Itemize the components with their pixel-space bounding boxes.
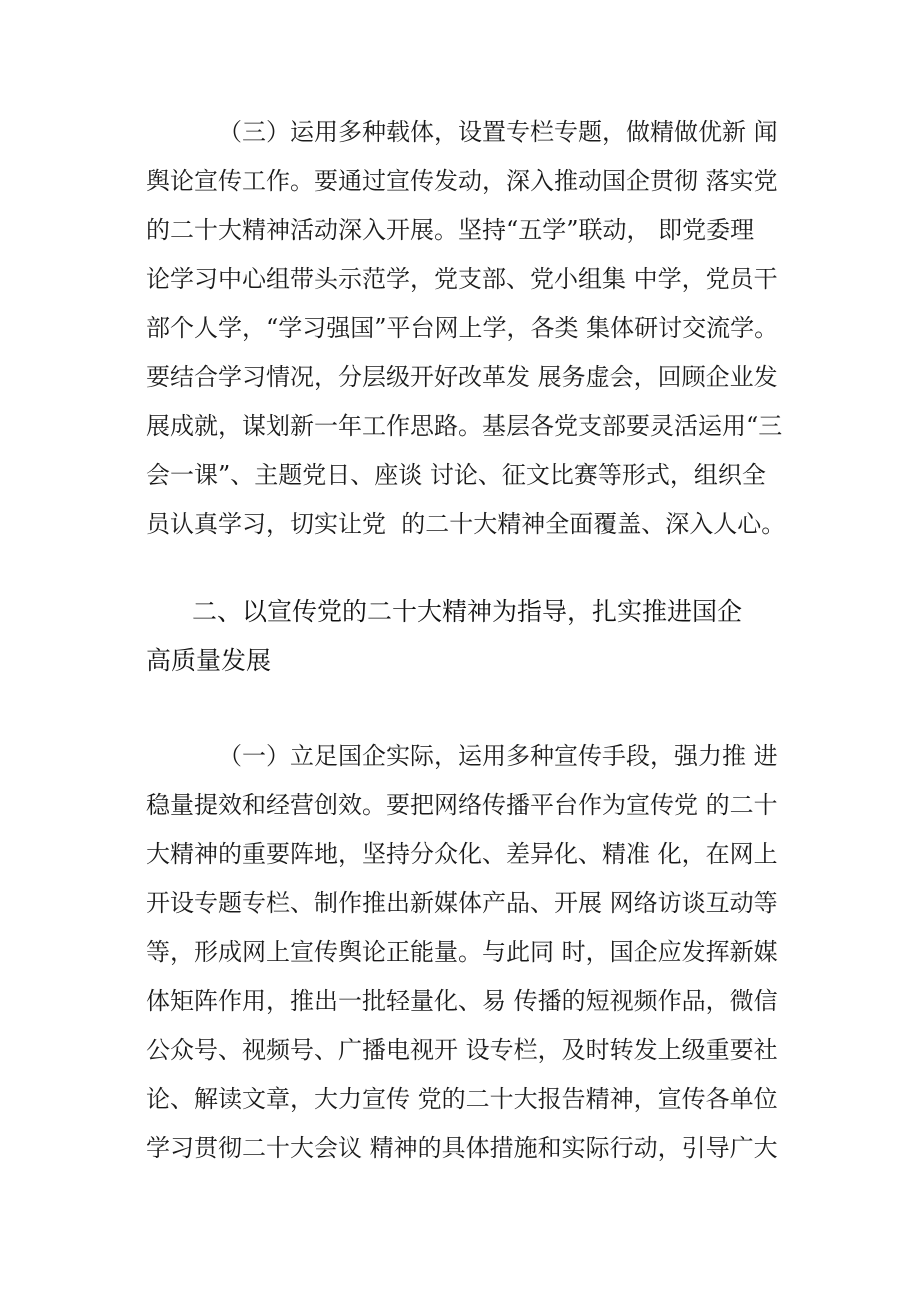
paragraph-3-line-2: 舆论宣传工作。要通过宣传发动，深入推动国企贯彻 落实党: [146, 167, 778, 195]
paragraph-1-line-6: 体矩阵作用，推出一批轻量化、易 传播的短视频作品，微信: [146, 987, 778, 1015]
paragraph-3-line-8: 会一课”、主题党日、座谈 讨论、征文比赛等形式，组织全: [146, 461, 766, 489]
paragraph-1-line-7: 公众号、视频号、广播电视开 设专栏，及时转发上级重要社: [146, 1036, 778, 1064]
paragraph-3-line-6: 要结合学习情况，分层级开好改革发 展务虚会，回顾企业发: [146, 363, 778, 391]
paragraph-3-line-5: 部个人学，“学习强国”平台网上学，各类 集体研讨交流学。: [146, 314, 779, 342]
paragraph-3-line-3: 的二十大精神活动深入开展。坚持“五学”联动， 即党委理: [146, 216, 755, 244]
paragraph-3-line-1: （三）运用多种载体，设置专栏专题，做精做优新 闻: [218, 118, 778, 146]
paragraph-3-line-9: 员认真学习，切实让党 的二十大精神全面覆盖、深入人心。: [146, 510, 786, 538]
paragraph-3-line-7: 展成就，谋划新一年工作思路。基层各党支部要灵活运用“三: [146, 412, 783, 440]
paragraph-1-line-4: 开设专题专栏、制作推出新媒体产品、开展 网络访谈互动等: [146, 889, 778, 917]
paragraph-3-line-4: 论学习中心组带头示范学，党支部、党小组集 中学，党员干: [146, 265, 778, 293]
section-heading-line-2: 高质量发展: [146, 646, 272, 675]
paragraph-1-line-9: 学习贯彻二十大会议 精神的具体措施和实际行动，引导广大: [146, 1134, 778, 1162]
paragraph-1-line-8: 论、解读文章，大力宣传 党的二十大报告精神，宣传各单位: [146, 1085, 778, 1113]
paragraph-1-line-5: 等，形成网上宣传舆论正能量。与此同 时，国企应发挥新媒: [146, 938, 778, 966]
paragraph-1-line-2: 稳量提效和经营创效。要把网络传播平台作为宣传党 的二十: [146, 791, 778, 819]
section-heading-line-1: 二、以宣传党的二十大精神为指导，扎实推进国企: [192, 597, 743, 626]
paragraph-1-line-1: （一）立足国企实际，运用多种宣传手段，强力推 进: [218, 742, 778, 770]
paragraph-1-line-3: 大精神的重要阵地，坚持分众化、差异化、精准 化，在网上: [146, 840, 778, 868]
